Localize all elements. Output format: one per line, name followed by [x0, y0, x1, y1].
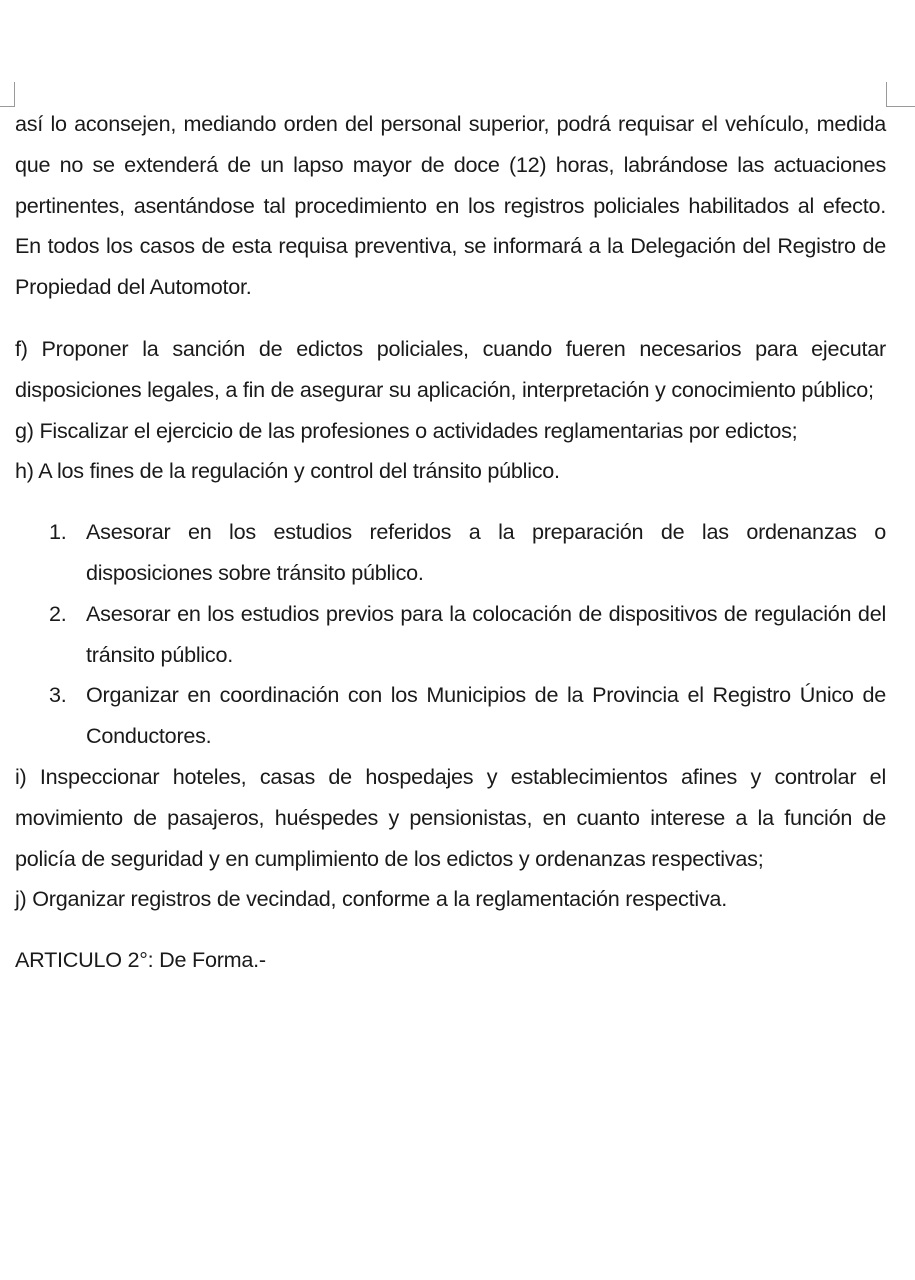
list-item-text: Asesorar en los estudios referidos a la preparación de las ordenanzas o disposiciones sobre tránsito público.	[86, 519, 886, 585]
list-item-number: 1.	[49, 519, 67, 545]
paragraph-f: f) Proponer la sanción de edictos policiales, cuando fueren necesarios para ejecutar disposiciones legales, a fin de asegurar su aplicación, interpretación y conocimiento público;	[15, 335, 886, 402]
document-body	[15, 104, 886, 981]
margin-corner-mark-right	[886, 82, 915, 107]
margin-corner-mark-left	[0, 82, 15, 107]
list-item-number: 2.	[49, 600, 67, 626]
paragraph-j: j) Organizar registros de vecindad, conforme a la reglamentación respectiva.	[15, 886, 727, 912]
article-heading: ARTICULO 2°: De Forma.-	[15, 947, 266, 973]
paragraph-continuation: así lo aconsejen, mediando orden del personal superior, podrá requisar el vehículo, medida que no se extenderá de un lapso mayor de doce (12) horas, labrándose las actuaciones pertinentes, asentándose tal procedimiento en los registros policiales habilitados al efecto. En todos los casos de esta requisa preventiva, se informará a la Delegación del Registro de Propiedad del Automotor.	[15, 111, 886, 300]
list-item	[15, 512, 886, 594]
paragraph-h: h) A los fines de la regulación y control del tránsito público.	[15, 458, 560, 484]
list-item-text: Organizar en coordinación con los Municipios de la Provincia el Registro Único de Conductores.	[86, 682, 886, 749]
list-item-text: Asesorar en los estudios previos para la colocación de dispositivos de regulación del tránsito público.	[86, 600, 886, 667]
paragraph-i: i) Inspeccionar hoteles, casas de hospedajes y establecimientos afines y controlar el movimiento de pasajeros, huéspedes y pensionistas, en cuanto interese a la función de policía de seguridad y en cumplimiento de los edictos y ordenanzas respectivas;	[15, 763, 886, 871]
numbered-list	[15, 512, 886, 757]
list-item	[15, 675, 886, 757]
list-item	[15, 594, 886, 676]
list-item-number: 3.	[49, 682, 67, 708]
paragraph-g: g) Fiscalizar el ejercicio de las profesiones o actividades reglamentarias por edictos;	[15, 417, 798, 443]
